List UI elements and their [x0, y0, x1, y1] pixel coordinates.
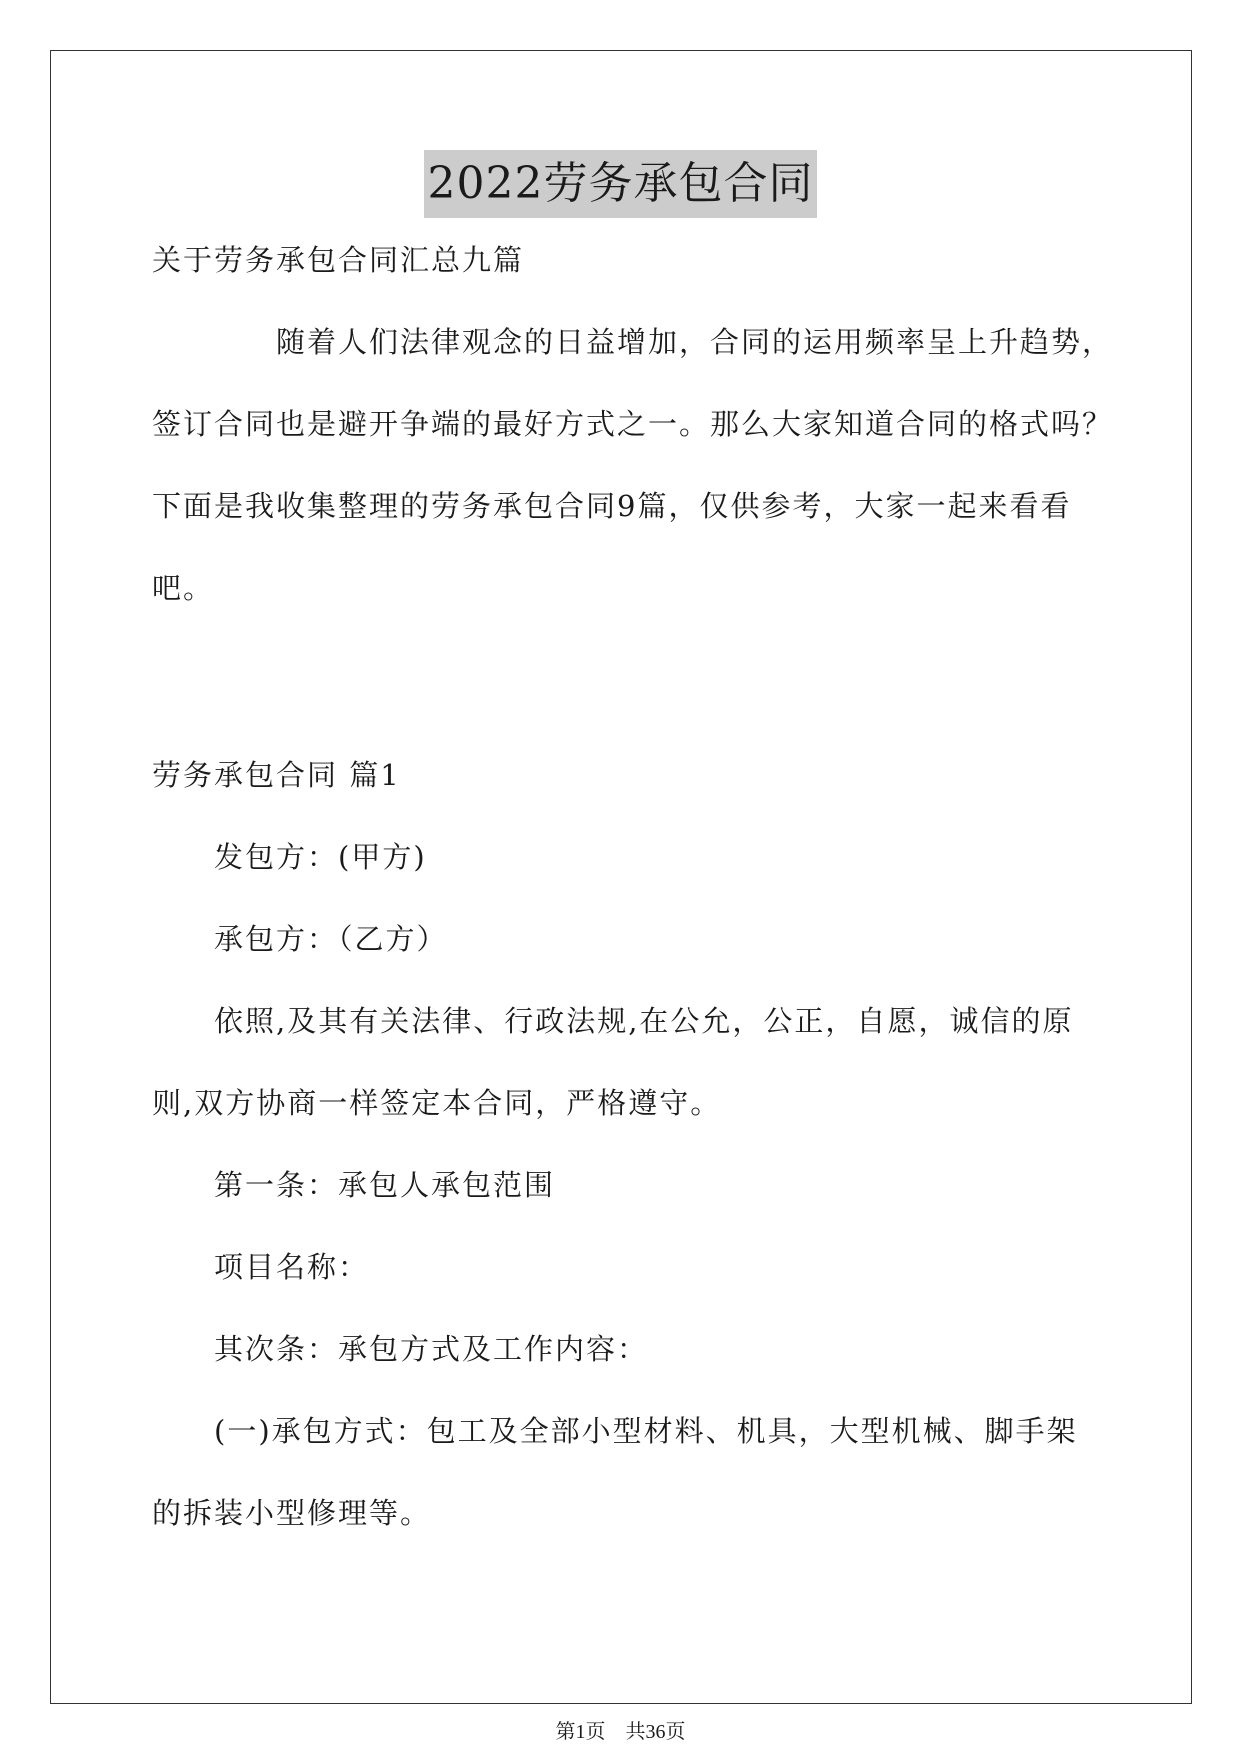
page-number-footer: 第1页 共36页 — [555, 1721, 686, 1743]
section-heading: 劳务承包合同 篇1 — [152, 758, 401, 792]
body-line-method-2: 的拆装小型修理等。 — [152, 1496, 432, 1530]
title-container — [0, 150, 1241, 218]
body-line-party-b: 承包方：（乙方） — [214, 922, 448, 956]
body-line-article-1: 第一条：承包人承包范围 — [214, 1168, 556, 1202]
body-line-project-name: 项目名称： — [214, 1250, 370, 1284]
body-line-basis-2: 则,双方协商一样签定本合同，严格遵守。 — [152, 1086, 722, 1120]
intro-line-4: 吧。 — [152, 571, 215, 605]
body-line-article-2: 其次条：承包方式及工作内容： — [214, 1332, 649, 1366]
body-line-party-a: 发包方：(甲方) — [214, 840, 427, 874]
intro-line-3: 下面是我收集整理的劳务承包合同9篇，仅供参考，大家一起来看看 — [152, 489, 1072, 523]
document-title: 2022劳务承包合同 — [424, 150, 818, 218]
body-line-method-1: (一)承包方式：包工及全部小型材料、机具，大型机械、脚手架 — [214, 1414, 1078, 1448]
page-border — [50, 50, 1192, 1704]
intro-line-2: 签订合同也是避开争端的最好方式之一。那么大家知道合同的格式吗？ — [152, 407, 1114, 441]
document-subtitle: 关于劳务承包合同汇总九篇 — [152, 243, 525, 277]
body-line-basis-1: 依照,及其有关法律、行政法规,在公允，公正，自愿，诚信的原 — [214, 1004, 1074, 1038]
intro-line-1: 随着人们法律观念的日益增加，合同的运用频率呈上升趋势， — [276, 325, 1114, 359]
